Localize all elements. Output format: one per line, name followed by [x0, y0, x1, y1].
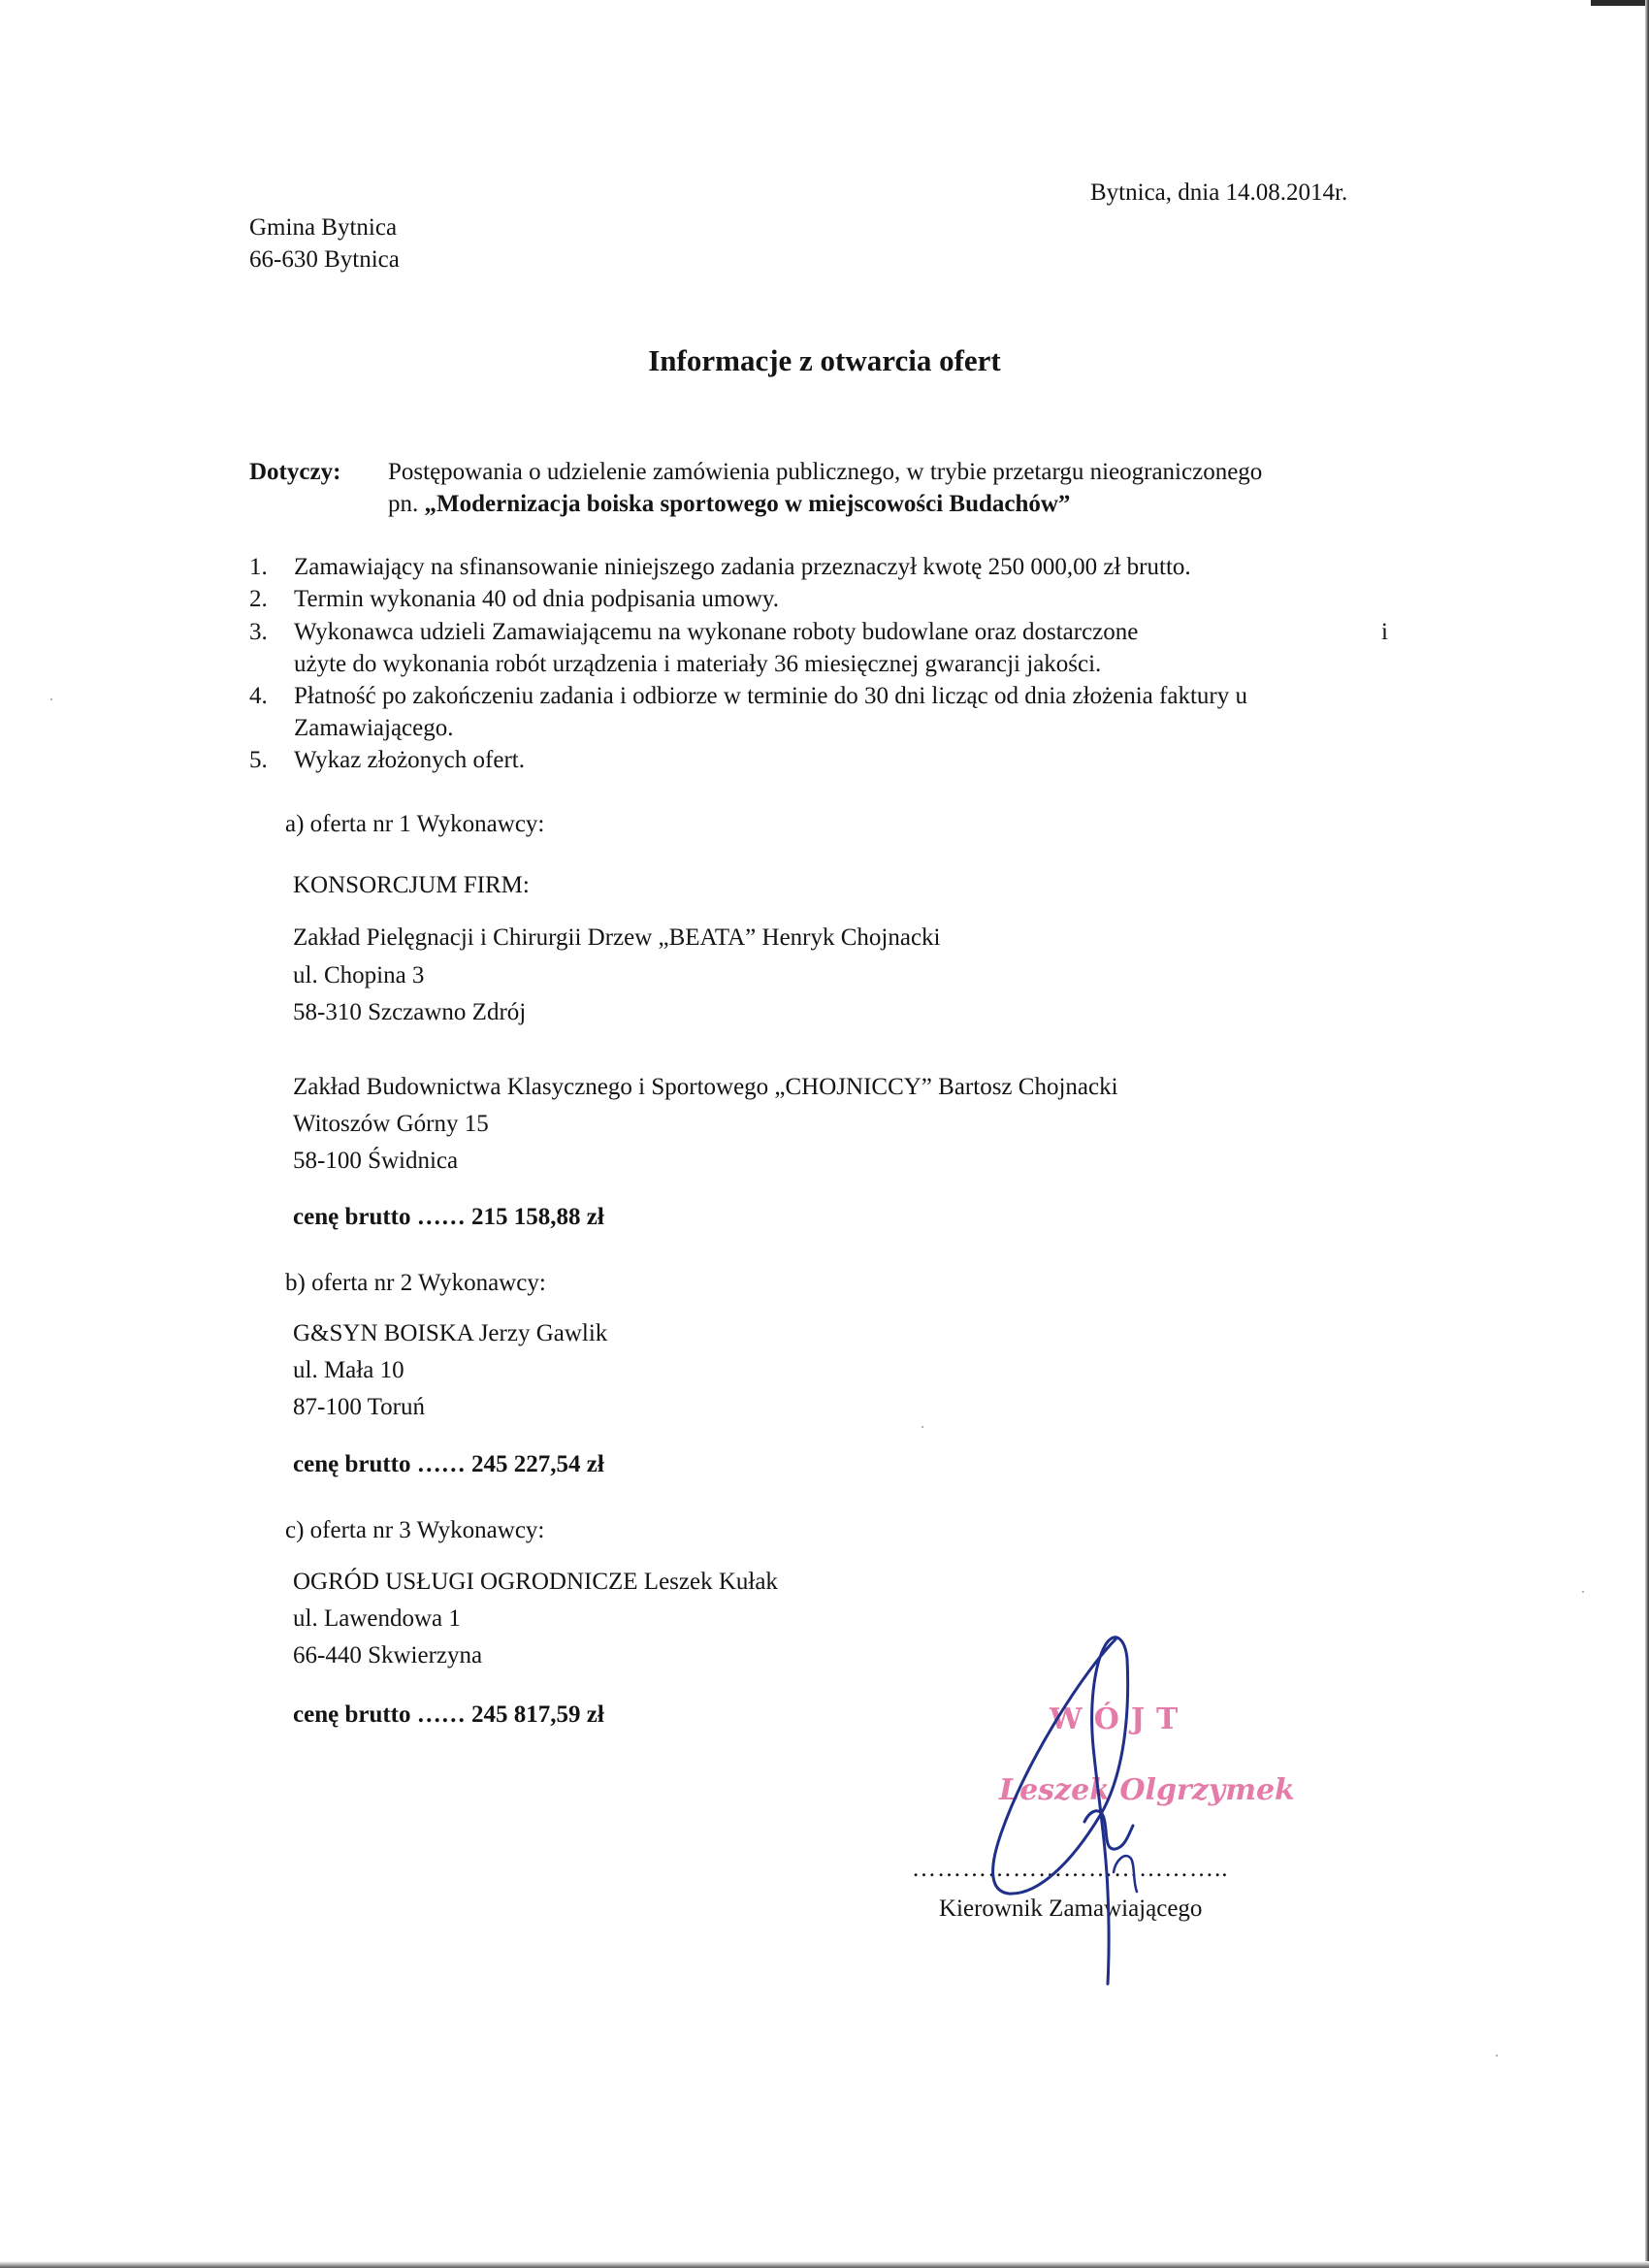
point-4-line1: Płatność po zakończeniu zadania i odbiorze w terminie do 30 dni licząc od dnia złożenia faktury u — [294, 683, 1247, 709]
offer-b-firm-name: G&SYN BOISKA Jerzy Gawlik — [293, 1320, 608, 1346]
scan-speck — [922, 1426, 923, 1428]
point-1-text: Zamawiający na sfinansowanie niniejszego zadania przeznaczył kwotę 250 000,00 zł brutto. — [294, 554, 1191, 580]
offer-c-firm-city: 66-440 Skwierzyna — [293, 1642, 483, 1669]
scan-edge-top — [1591, 0, 1649, 6]
sender-name: Gmina Bytnica — [249, 214, 398, 241]
offer-c-price: cenę brutto …… 245 817,59 zł — [293, 1701, 604, 1728]
place-date: Bytnica, dnia 14.08.2014r. — [1090, 179, 1348, 206]
point-4-number: 4. — [249, 683, 268, 709]
scan-speck — [50, 698, 52, 700]
offer-a-firm1-street: ul. Chopina 3 — [293, 962, 425, 988]
signature-caption: Kierownik Zamawiającego — [939, 1895, 1203, 1922]
project-name: „Modernizacja boiska sportowego w miejscowości Budachów” — [424, 491, 1071, 517]
point-2-text: Termin wykonania 40 od dnia podpisania umowy. — [294, 586, 780, 612]
offer-b-firm-street: ul. Mała 10 — [293, 1357, 404, 1383]
point-5-text: Wykaz złożonych ofert. — [294, 747, 525, 773]
sender-address: 66-630 Bytnica — [249, 246, 400, 273]
offer-a-firm2-city: 58-100 Świdnica — [293, 1148, 459, 1174]
offer-a-firm2-name: Zakład Budownictwa Klasycznego i Sportowego „CHOJNICCY” Bartosz Chojnacki — [293, 1074, 1118, 1100]
point-3-text-left: Wykonawca udzieli Zamawiającemu na wykonane roboty budowlane oraz dostarczone — [294, 619, 1139, 645]
offer-a-consortium: KONSORCJUM FIRM: — [293, 872, 530, 898]
point-3-number: 3. — [249, 619, 268, 645]
offer-a-heading: a) oferta nr 1 Wykonawcy: — [285, 811, 545, 837]
document-title: Informacje z otwarcia ofert — [648, 343, 1001, 377]
offer-b-firm-city: 87-100 Toruń — [293, 1394, 425, 1420]
subject-line2 — [388, 488, 1070, 520]
scan-edge-bottom — [0, 2261, 1649, 2268]
offer-c-heading: c) oferta nr 3 Wykonawcy: — [285, 1517, 545, 1543]
stamp-name: Leszek Olgrzymek — [999, 1773, 1295, 1807]
point-5-number: 5. — [249, 747, 268, 773]
scan-speck — [1582, 1591, 1584, 1593]
scan-speck — [1496, 2055, 1498, 2057]
point-2-number: 2. — [249, 586, 268, 612]
offer-a-firm1-city: 58-310 Szczawno Zdrój — [293, 999, 527, 1025]
scan-edge-right — [1645, 0, 1649, 2268]
point-4-line2: Zamawiającego. — [294, 715, 454, 741]
subject-label: Dotyczy: — [249, 459, 341, 485]
point-3-text-right: i — [1381, 619, 1388, 645]
signature-dots: ……………………………….. — [912, 1856, 1229, 1882]
point-3-line2: użyte do wykonania robót urządzenia i materiały 36 miesięcznej gwarancji jakości. — [294, 651, 1102, 677]
stamp-title: WÓJT — [1050, 1702, 1190, 1736]
handwritten-signature — [970, 1601, 1280, 1989]
offer-b-heading: b) oferta nr 2 Wykonawcy: — [285, 1270, 546, 1296]
subject-line1: Postępowania o udzielenie zamówienia publicznego, w trybie przetargu nieograniczonego — [388, 459, 1263, 485]
offer-b-price: cenę brutto …… 245 227,54 zł — [293, 1451, 604, 1477]
subject-prefix: pn. — [388, 491, 425, 517]
offer-a-price: cenę brutto …… 215 158,88 zł — [293, 1204, 604, 1230]
offer-c-firm-name: OGRÓD USŁUGI OGRODNICZE Leszek Kułak — [293, 1569, 778, 1595]
offer-a-firm2-street: Witoszów Górny 15 — [293, 1111, 489, 1137]
offer-c-firm-street: ul. Lawendowa 1 — [293, 1605, 461, 1632]
offer-a-firm1-name: Zakład Pielęgnacji i Chirurgii Drzew „BEATA” Henryk Chojnacki — [293, 924, 941, 951]
point-1-number: 1. — [249, 554, 268, 580]
point-3-line1 — [294, 616, 1388, 648]
